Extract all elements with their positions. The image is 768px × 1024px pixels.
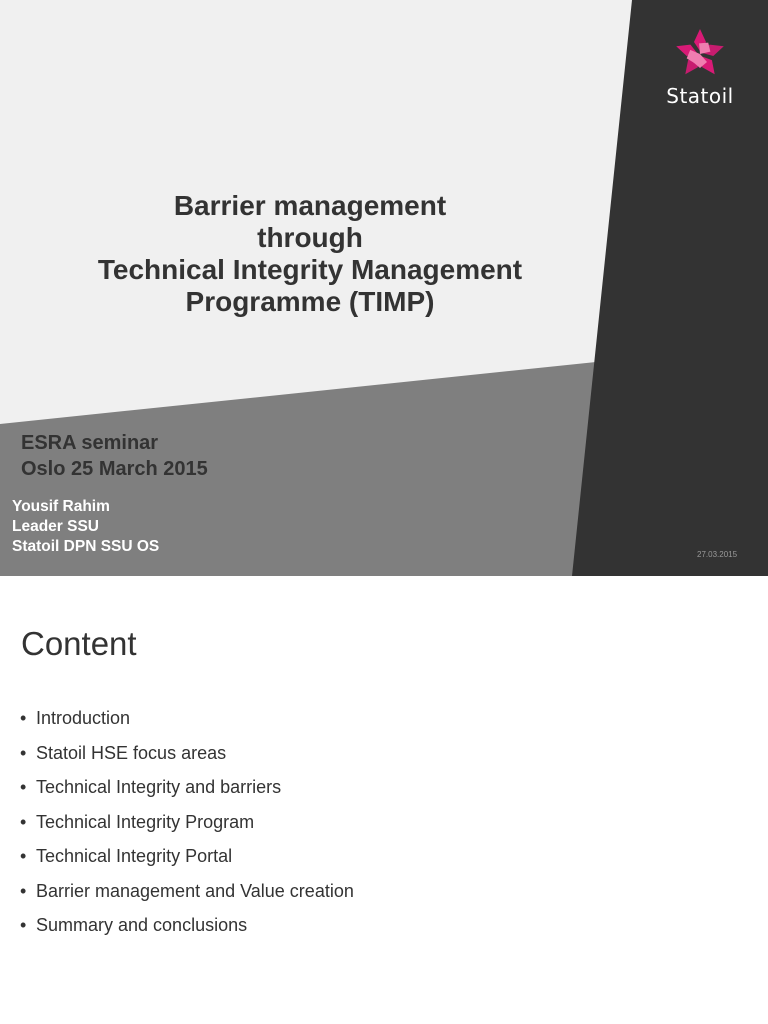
statoil-star-icon <box>672 26 728 82</box>
title-line: Technical Integrity Management <box>97 254 523 285</box>
list-item <box>20 708 354 743</box>
content-list <box>20 708 354 950</box>
author-role: Leader SSU <box>12 518 100 535</box>
list-item <box>20 743 354 778</box>
content-slide <box>0 576 768 1024</box>
author-info <box>12 497 159 557</box>
event-info <box>21 430 208 482</box>
title-line: Barrier management <box>173 190 447 221</box>
bullet-icon: • <box>20 742 27 763</box>
event-date: Oslo 25 March 2015 <box>21 458 208 480</box>
bullet-icon: • <box>20 846 27 866</box>
bullet-icon: • <box>20 708 27 728</box>
title-line: through <box>257 222 363 253</box>
list-item-label: Technical Integrity and barriers <box>36 777 282 797</box>
slide-title <box>40 190 580 318</box>
list-item-label: Summary and conclusions <box>36 915 248 935</box>
bullet-icon: • <box>20 811 27 832</box>
author-unit: Statoil DPN SSU OS <box>12 538 160 555</box>
list-item-label: Statoil HSE focus areas <box>36 742 227 763</box>
list-item-label: Barrier management and Value creation <box>36 880 354 901</box>
bullet-icon: • <box>20 915 27 935</box>
list-item-label: Introduction <box>36 708 131 728</box>
list-item <box>20 846 354 881</box>
event-name: ESRA seminar <box>21 432 159 454</box>
title-line: Programme (TIMP) <box>185 286 435 317</box>
slide-date: 27.03.2015 <box>697 550 738 559</box>
list-item <box>20 777 354 812</box>
list-item <box>20 881 354 916</box>
list-item <box>20 915 354 950</box>
list-item-label: Technical Integrity Program <box>36 811 255 832</box>
statoil-logo <box>650 26 750 108</box>
logo-wordmark: Statoil <box>666 84 734 108</box>
content-heading: Content <box>21 625 137 662</box>
list-item <box>20 812 354 847</box>
bullet-icon: • <box>20 777 27 797</box>
bullet-icon: • <box>20 880 27 901</box>
list-item-label: Technical Integrity Portal <box>36 846 233 866</box>
author-name: Yousif Rahim <box>12 498 110 515</box>
